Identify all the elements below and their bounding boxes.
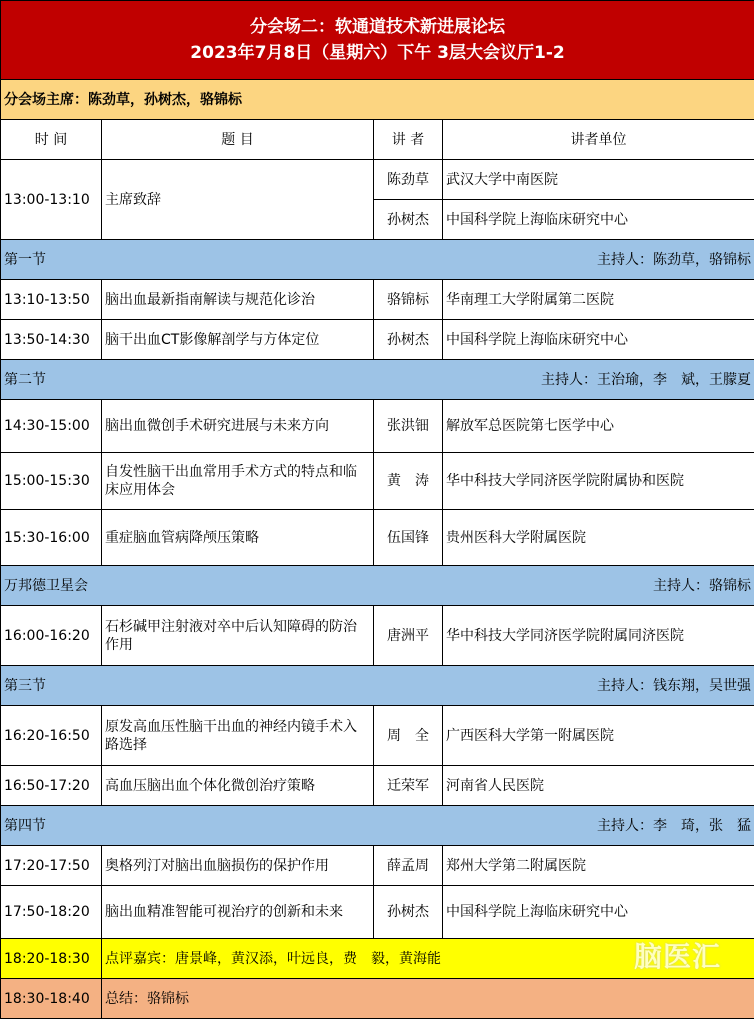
- section-name: 万邦德卫星会: [4, 577, 88, 594]
- comment-text: 点评嘉宾：唐景峰，黄汉添，叶远良，费 毅，黄海能: [102, 939, 754, 979]
- opening-topic: 主席致辞: [102, 160, 374, 240]
- col-time: 时 间: [1, 120, 102, 160]
- talk-time: 15:30-16:00: [1, 510, 102, 566]
- comment-time: 18:20-18:30: [1, 939, 102, 979]
- talk-time: 16:00-16:20: [1, 606, 102, 666]
- talk-time: 16:50-17:20: [1, 766, 102, 806]
- forum-header: [1, 1, 754, 80]
- opening-row: [1, 160, 754, 200]
- talk-unit: 华中科技大学同济医学院附属同济医院: [443, 606, 754, 666]
- talk-topic: 自发性脑干出血常用手术方式的特点和临床应用体会: [102, 453, 374, 510]
- talk-time: 17:50-18:20: [1, 886, 102, 939]
- talk-time: 13:50-14:30: [1, 320, 102, 360]
- talk-topic: 奥格列汀对脑出血脑损伤的保护作用: [102, 846, 374, 886]
- talk-topic: 脑出血最新指南解读与规范化诊治: [102, 280, 374, 320]
- opening-speaker: 陈劲草: [374, 160, 443, 200]
- talk-unit: 郑州大学第二附属医院: [443, 846, 754, 886]
- talk-topic: 原发高血压性脑干出血的神经内镜手术入路选择: [102, 706, 374, 766]
- talk-row: [1, 846, 754, 886]
- opening-unit: 中国科学院上海临床研究中心: [443, 200, 754, 240]
- summary-text: 总结：骆锦标: [102, 979, 754, 1019]
- talk-speaker: 孙树杰: [374, 886, 443, 939]
- talk-speaker: 伍国锋: [374, 510, 443, 566]
- talk-row: [1, 400, 754, 453]
- section-row: [1, 360, 754, 400]
- talk-time: 17:20-17:50: [1, 846, 102, 886]
- talk-row: [1, 510, 754, 566]
- chairs-row: [1, 80, 754, 120]
- section-header: [1, 360, 754, 400]
- summary-time: 18:30-18:40: [1, 979, 102, 1019]
- section-name: 第一节: [4, 251, 46, 268]
- section-row: [1, 566, 754, 606]
- column-header-row: [1, 120, 754, 160]
- talk-row: [1, 453, 754, 510]
- section-row: [1, 666, 754, 706]
- section-header: [1, 240, 754, 280]
- section-name: 第四节: [4, 817, 46, 834]
- talk-topic: 脑出血精准智能可视治疗的创新和未来: [102, 886, 374, 939]
- talk-unit: 中国科学院上海临床研究中心: [443, 886, 754, 939]
- talk-time: 15:00-15:30: [1, 453, 102, 510]
- col-speaker: 讲 者: [374, 120, 443, 160]
- talk-unit: 贵州医科大学附属医院: [443, 510, 754, 566]
- talk-topic: 重症脑血管病降颅压策略: [102, 510, 374, 566]
- section-name: 第三节: [4, 677, 46, 694]
- talk-speaker: 薛孟周: [374, 846, 443, 886]
- talk-speaker: 迁荣军: [374, 766, 443, 806]
- section-hosts: 主持人：陈劲草，骆锦标: [597, 251, 751, 268]
- talk-speaker: 张洪钿: [374, 400, 443, 453]
- talk-row: [1, 886, 754, 939]
- talk-row: [1, 280, 754, 320]
- talk-topic: 脑干出血CT影像解剖学与方体定位: [102, 320, 374, 360]
- talk-speaker: 黄 涛: [374, 453, 443, 510]
- talk-unit: 广西医科大学第一附属医院: [443, 706, 754, 766]
- talk-topic: 脑出血微创手术研究进展与未来方向: [102, 400, 374, 453]
- chairs-text: 分会场主席：陈劲草，孙树杰，骆锦标: [1, 80, 754, 120]
- section-header: [1, 566, 754, 606]
- section-header: [1, 666, 754, 706]
- talk-time: 16:20-16:50: [1, 706, 102, 766]
- talk-unit: 华南理工大学附属第二医院: [443, 280, 754, 320]
- opening-unit: 武汉大学中南医院: [443, 160, 754, 200]
- talk-row: [1, 706, 754, 766]
- talk-row: [1, 766, 754, 806]
- col-topic: 题 目: [102, 120, 374, 160]
- talk-row: [1, 320, 754, 360]
- forum-title: 分会场二：软通道技术新进展论坛: [250, 17, 505, 37]
- talk-unit: 河南省人民医院: [443, 766, 754, 806]
- talk-unit: 解放军总医院第七医学中心: [443, 400, 754, 453]
- section-hosts: 主持人：骆锦标: [653, 577, 751, 594]
- talk-speaker: 骆锦标: [374, 280, 443, 320]
- forum-date-venue: 2023年7月8日（星期六）下午 3层大会议厅1-2: [190, 43, 565, 63]
- talk-speaker: 唐洲平: [374, 606, 443, 666]
- section-name: 第二节: [4, 371, 46, 388]
- col-unit: 讲者单位: [443, 120, 754, 160]
- opening-time: 13:00-13:10: [1, 160, 102, 240]
- talk-topic: 高血压脑出血个体化微创治疗策略: [102, 766, 374, 806]
- talk-speaker: 孙树杰: [374, 320, 443, 360]
- section-hosts: 主持人：王治瑜，李 斌，王朦夏: [541, 371, 751, 388]
- watermark-logo: 脑医汇: [634, 940, 722, 973]
- opening-speaker: 孙树杰: [374, 200, 443, 240]
- section-row: [1, 240, 754, 280]
- talk-time: 13:10-13:50: [1, 280, 102, 320]
- talk-topic: 石杉碱甲注射液对卒中后认知障碍的防治作用: [102, 606, 374, 666]
- section-hosts: 主持人：李 琦，张 猛: [597, 817, 751, 834]
- section-row: [1, 806, 754, 846]
- talk-unit: 华中科技大学同济医学院附属协和医院: [443, 453, 754, 510]
- section-hosts: 主持人：钱东翔，吴世强: [597, 677, 751, 694]
- talk-row: [1, 606, 754, 666]
- talk-speaker: 周 全: [374, 706, 443, 766]
- talk-time: 14:30-15:00: [1, 400, 102, 453]
- summary-row: [1, 979, 754, 1019]
- section-header: [1, 806, 754, 846]
- talk-unit: 中国科学院上海临床研究中心: [443, 320, 754, 360]
